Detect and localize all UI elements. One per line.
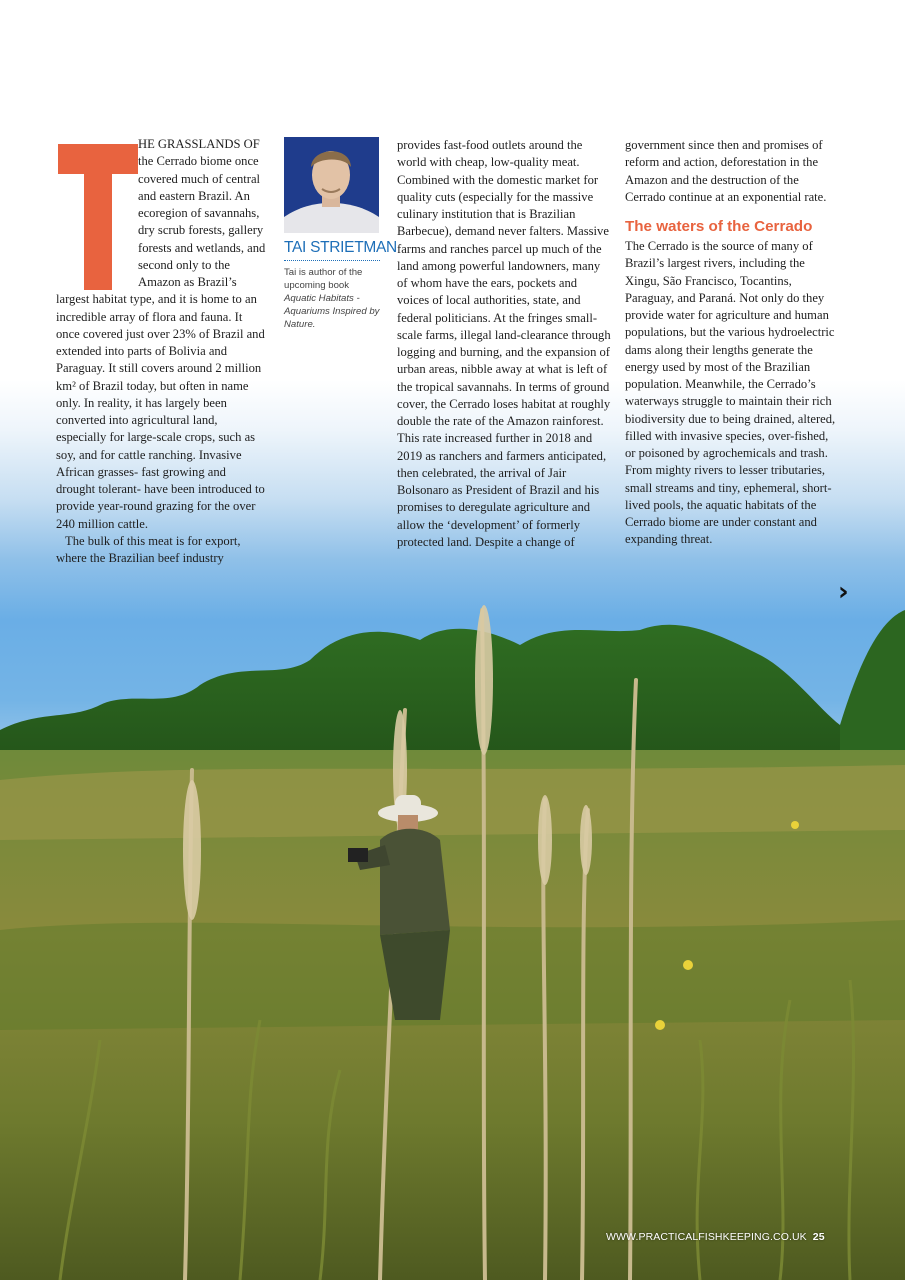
paragraph: provides fast-food outlets around the world with cheap, low-quality meat. Combined with the domestic market for quality cuts (especially for the massive culinary institution that is Brazilian Barbecue), demand never falters. Massive farms and ranches parcel up much of the land among powerful landowners, many of whom have the ears, pockets and voices of local authorities, state, and federal politicians. At the fringes small-scale farms, illegal land-clearance through logging and burning, and the expansion of urban areas, nibble away at what is left of the tropical savannahs. In terms of ground cover, the Cerrado loses habitat at roughly double the rate of the Amazon rainforest. This rate increased further in 2018 and 2019 as ranchers and farmers anticipated, then celebrated, the arrival of Jair Bolsonaro as President of Brazil and his promises to deregulate agriculture and allow the ‘development’ of formerly protected land. Despite a change of (397, 138, 611, 549)
paragraph: government since then and promises of reform and action, deforestation in the Amazon and the destruction of the Cerrado continue at an exponential rate. (625, 138, 827, 204)
paragraph: The Cerrado is the source of many of Brazil’s largest rivers, including the Xingu, São Francisco, Tocantins, Paraguay, and Paraná. Not only do they provide water for agriculture and human populations, but the various hydroelectric dams along their lengths generate the energy used by most of the Brazilian population. Meanwhile, the Cerrado’s waterways struggle to maintain their rich biodiversity due to being drained, altered, filled with invasive species, over-fished, or poisoned by agrochemicals and trash. From mighty rivers to lesser tributaries, small streams and tiny, ephemeral, short-lived pools, the aquatic habitats of the Cerrado biome are under constant and expanding threat. (625, 239, 836, 547)
author-box (284, 137, 397, 331)
author-photo (284, 137, 379, 233)
lead-paragraph: HE GRASSLANDS OF the Cerrado biome once covered much of central and eastern Brazil. An ecoregion of savannahs, dry scrub forests, gallery forests and wetlands, and second only to the Amazon as Brazil’s largest habitat type, and it is home to an incredible array of flora and fauna. It once covered just over 23% of Brazil and extended into parts of Bolivia and Paraguay. It still covers around 2 million km² of Brazil today, but often in name only. In reality, it has largely been converted into agricultural land, especially for large-scale crops, such as soy, and for cattle ranching. Invasive African grasses- fast growing and drought tolerant- have been introduced to provide year-round grazing for the over 240 million cattle. (56, 137, 266, 531)
drop-cap (56, 136, 138, 286)
page-number: 25 (812, 1231, 825, 1243)
paragraph: The bulk of this meat is for export, where the Brazilian beef industry (56, 533, 241, 565)
author-bio: Tai is author of the upcoming book Aquatic Habitats - Aquariums Inspired by Nature. (284, 267, 380, 330)
author-name: TAI STRIETMAN (284, 239, 380, 261)
article-column-4 (625, 137, 839, 549)
website-url[interactable]: WWW.PRACTICALFISHKEEPING.CO.UK (606, 1231, 807, 1243)
section-heading: The waters of the Cerrado (625, 218, 813, 235)
article-column-1 (56, 136, 268, 567)
continue-arrow-icon: › (838, 577, 849, 607)
article-column-3 (397, 137, 611, 551)
page-footer (606, 1231, 825, 1243)
grassland-photo (0, 600, 905, 1280)
